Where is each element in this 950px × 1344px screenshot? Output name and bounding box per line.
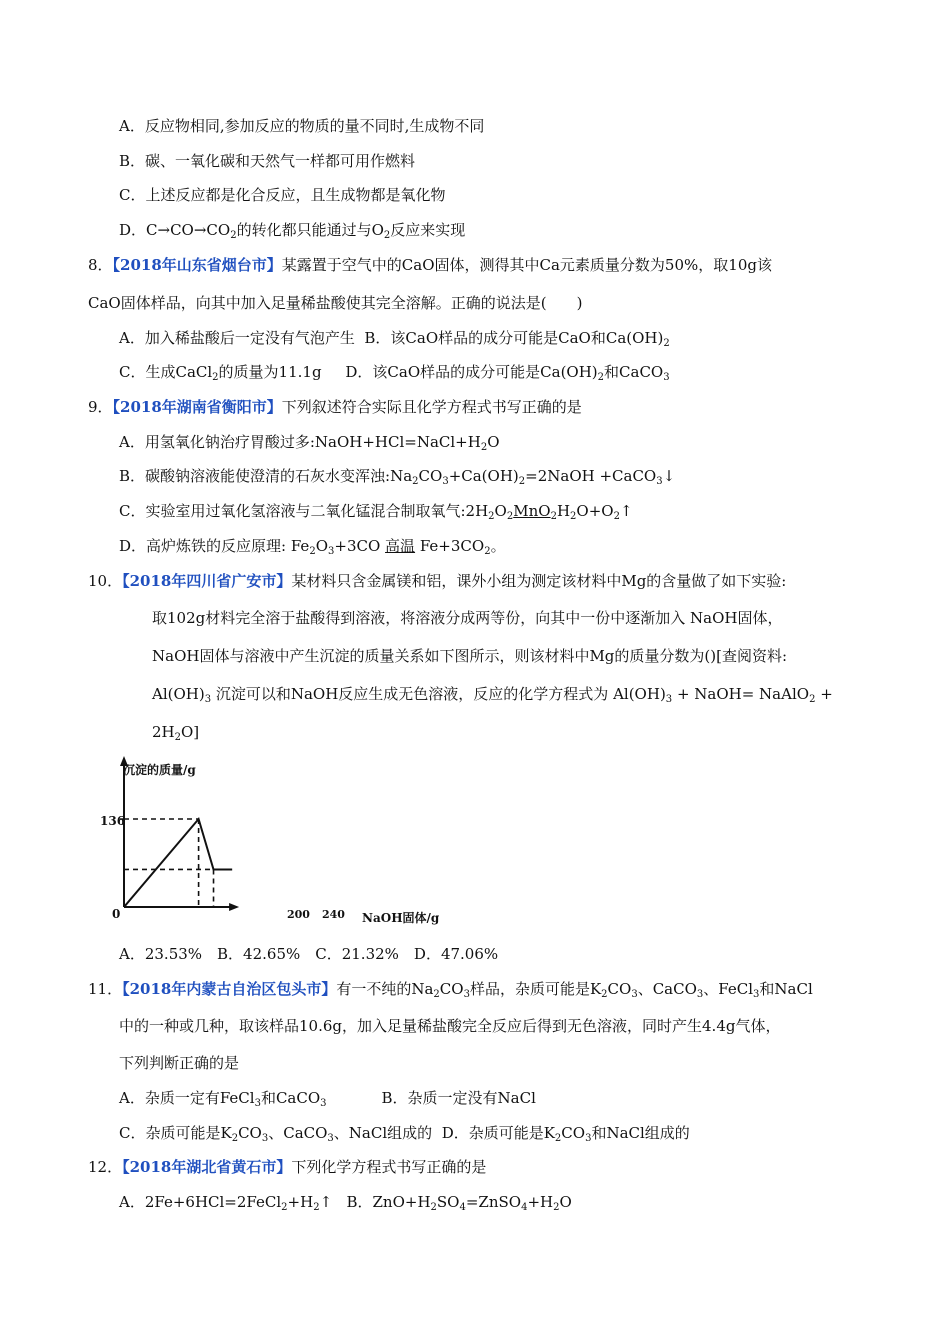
q12-options-ab: A．$2Fe+6HCl=2FeCl_2+H_2↑$ B．$ZnO+H_2SO_4=ZnSO_4+H_2O$ [119, 1193, 572, 1213]
q9-option-b: B．碳酸钠溶液能使澄清的石灰水变浑浊$:Na_2CO_3+Ca(OH)_2=2NaOH$ +CaCO$_3$↓ [119, 467, 676, 487]
q12-source-tag: 【2018年湖北省黄石市】 [122, 1158, 292, 1176]
x-tick-240: 240 [322, 908, 345, 921]
q8-stem-line2: CaO固体样品，向其中加入足量稀盐酸使其完全溶解。正确的说法是( ) [88, 294, 583, 312]
q10-stem-line5: $2H_2O$] [152, 723, 200, 743]
q11-stem-line2: 中的一种或几种，取该样品10.6g，加入足量稀盐酸完全反应后得到无色溶液，同时产生4.4g气体， [119, 1017, 781, 1035]
q11-stem: 11．【2018年内蒙古自治区包头市】有一不纯的$Na_2CO_3$样品，杂质可能是$K_2CO_3$、CaCO$_3$、FeCl$_3$和NaCl [88, 980, 813, 1000]
q12-stem: 12．【2018年湖北省黄石市】下列化学方程式书写正确的是 [88, 1158, 487, 1176]
y-tick-136: 136 [100, 814, 126, 828]
q9-option-d: D．高炉炼铁的反应原理: $Fe_2O_3+3CO$ 高温 $Fe+3CO_2$。 [119, 537, 506, 557]
q7-option-c: C．上述反应都是化合反应，且生成物都是氧化物 [119, 186, 446, 204]
q10-options: A．23.53% B．42.65% C．21.32% D．47.06% [119, 945, 499, 963]
y-axis-label: 沉淀的质量/g [123, 763, 196, 777]
q10-source-tag: 【2018年四川省广安市】 [122, 572, 292, 590]
origin-label: 0 [112, 907, 121, 921]
q8-stem: 8．【2018年山东省烟台市】某露置于空气中的CaO固体，测得其中Ca元素质量分数为50%，取10g该 [88, 256, 772, 274]
catalyst-condition: MnO$_2$ [513, 502, 557, 522]
q11-options-cd: C．杂质可能是$K_2CO_3$、CaCO$_3$、NaCl组成的 D．杂质可能是$K_2CO_3$和NaCl组成的 [119, 1124, 690, 1144]
q9-option-a: A．用氢氧化钠治疗胃酸过多$:NaOH+HCl=NaCl+H_2O$ [119, 433, 500, 453]
x-axis-label: NaOH固体/g [362, 911, 440, 925]
q8-options-cd: C．生成CaCl$_2$的质量为11.1g D．该CaO样品的成分可能是$Ca(OH)_2$和CaCO$_3$ [119, 363, 670, 383]
q9-stem: 9．【2018年湖南省衡阳市】下列叙述符合实际且化学方程式书写正确的是 [88, 398, 582, 416]
x-axis-arrow [229, 903, 239, 911]
precipitate-chart [100, 750, 440, 930]
series-line [124, 819, 232, 907]
q11-stem-line3: 下列判断正确的是 [119, 1054, 240, 1072]
q10-stem-line3: NaOH固体与溶液中产生沉淀的质量关系如下图所示，则该材料中Mg的质量分数为()[查阅资料: [152, 647, 788, 665]
q9-option-c: C．实验室用过氧化氢溶液与二氧化锰混合制取氧气$:2H_2O_2MnO_2H_2O+O_2↑$ [119, 502, 633, 522]
q8-source-tag: 【2018年山东省烟台市】 [112, 256, 282, 274]
q10-stem: 10．【2018年四川省广安市】某材料只含金属镁和铝，课外小组为测定该材料中Mg的含量做了如下实验: [88, 572, 787, 590]
q7-option-b: B．碳、一氧化碳和天然气一样都可用作燃料 [119, 152, 416, 170]
q8-options-ab: A．加入稀盐酸后一定没有气泡产生 B．该CaO样品的成分可能是CaO和$Ca(OH)_2$ [119, 329, 670, 349]
q10-stem-line4: $Al(OH)_3$ 沉淀可以和NaOH反应生成无色溶液，反应的化学方程式为 $Al(OH)_3$ + NaOH= NaAlO$_2$ + [152, 685, 833, 705]
q7-option-a: A．反应物相同,参加反应的物质的量不同时,生成物不同 [119, 117, 485, 135]
x-tick-200: 200 [287, 908, 310, 921]
high-temp-condition: 高温 [385, 537, 416, 555]
q11-options-ab: A．杂质一定有FeCl$_3$和CaCO$_3$ B．杂质一定没有NaCl [119, 1089, 536, 1109]
q10-stem-line2: 取102g材料完全溶于盐酸得到溶液，将溶液分成两等份，向其中一份中逐渐加入 NaOH固体， [152, 609, 783, 627]
q11-source-tag: 【2018年内蒙古自治区包头市】 [122, 980, 337, 998]
q7-option-d: D．$C\to CO\to CO_2$的转化都只能通过与$O_2$反应来实现 [119, 221, 466, 241]
q9-source-tag: 【2018年湖南省衡阳市】 [112, 398, 282, 416]
